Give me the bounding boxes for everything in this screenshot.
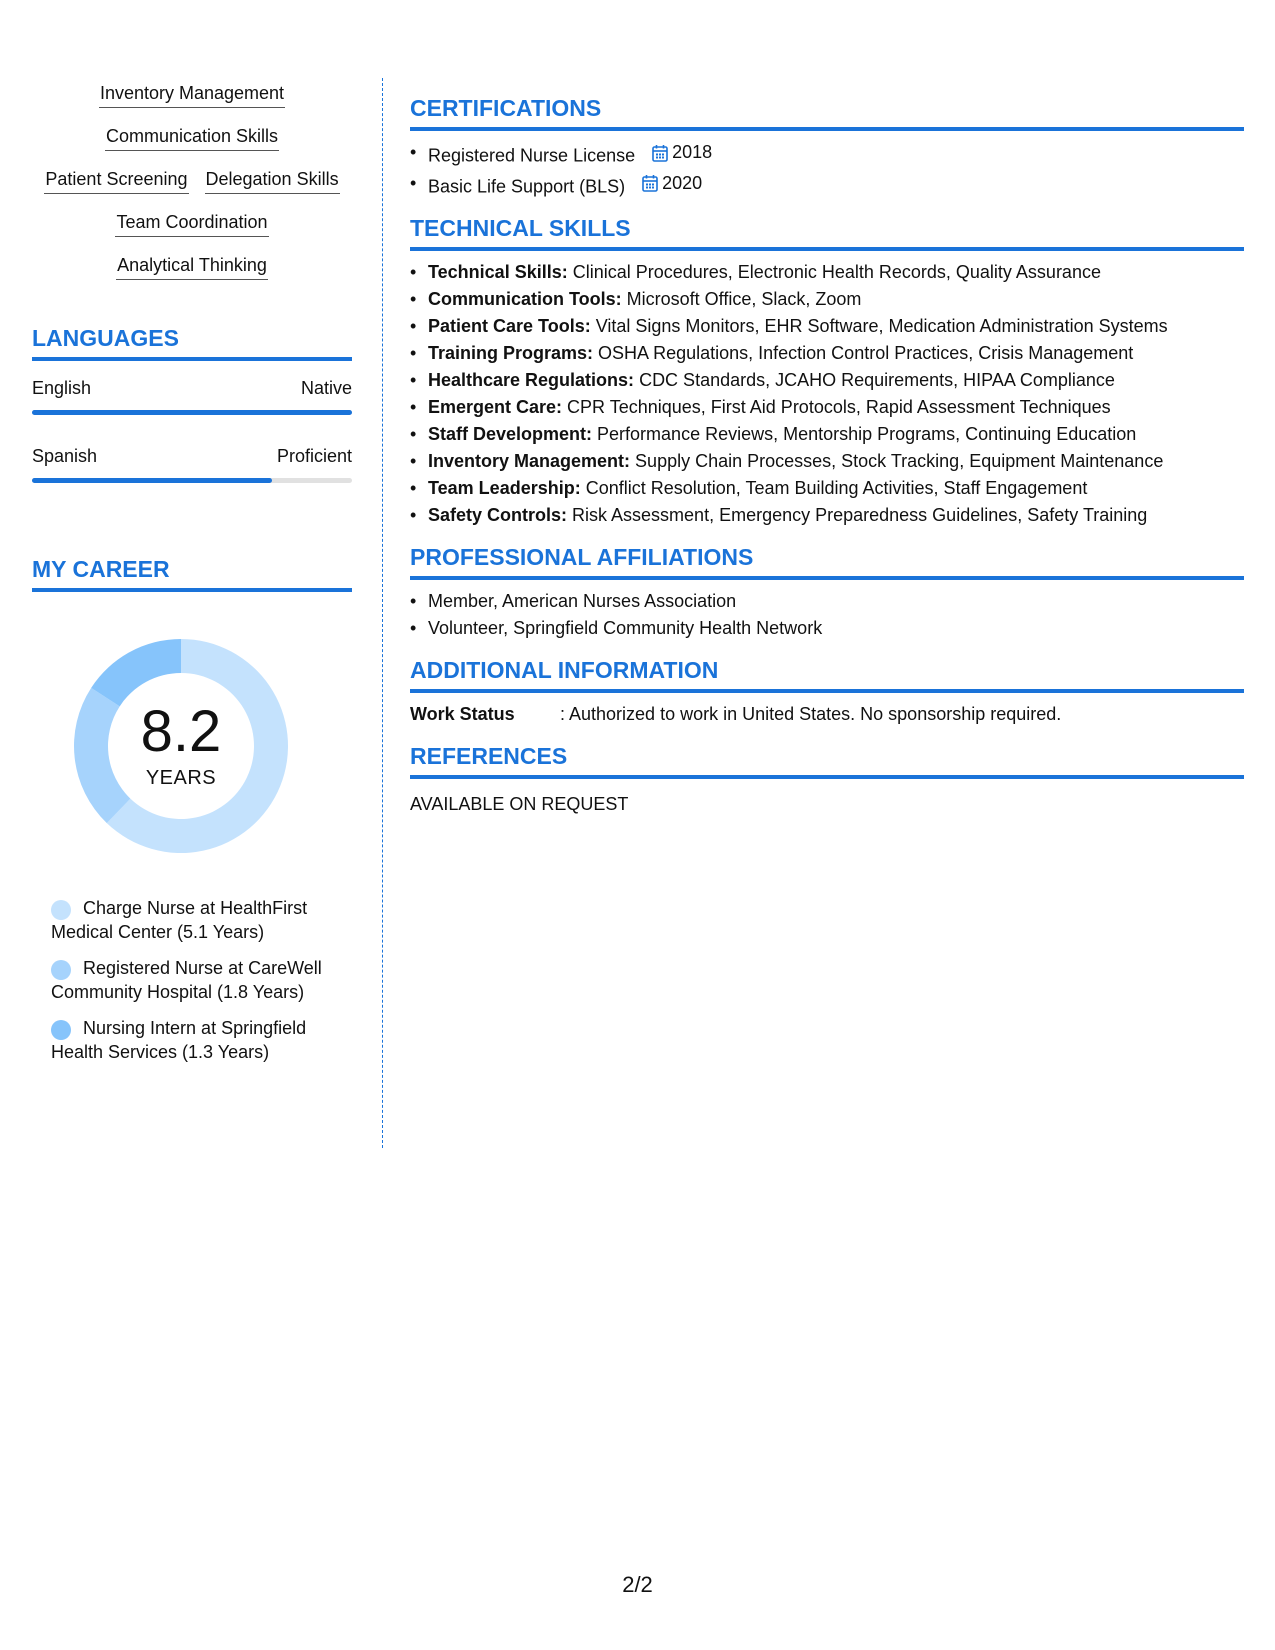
skill-category: Patient Care Tools: (428, 316, 591, 336)
skill-category: Training Programs: (428, 343, 594, 363)
technical-skill-item (410, 259, 1244, 286)
skills-tags (32, 80, 352, 280)
career-donut-chart (67, 632, 295, 860)
certification-year: 2020 (662, 172, 703, 193)
certification-item (410, 170, 1244, 201)
skills-row (32, 166, 352, 194)
legend-item (51, 896, 331, 944)
technical-skill-item (410, 286, 1244, 313)
language-level: Proficient (276, 446, 352, 466)
language-item (32, 443, 352, 483)
technical-skills-section (410, 214, 1244, 529)
language-level: Native (300, 378, 352, 398)
certifications-list (410, 139, 1244, 200)
technical-skill-item (410, 448, 1244, 475)
skill-tag: Communication Skills (105, 123, 279, 151)
donut-center (67, 632, 295, 860)
certification-item (410, 139, 1244, 170)
technical-skill-item (410, 502, 1244, 529)
affiliations-title: PROFESSIONAL AFFILIATIONS (410, 543, 1244, 580)
skill-values: CDC Standards, JCAHO Requirements, HIPAA Compliance (634, 370, 1115, 390)
technical-skill-item (410, 394, 1244, 421)
legend-label: Nursing Intern at Springfield Health Services (1.3 Years) (51, 1018, 307, 1062)
skill-values: Performance Reviews, Mentorship Programs, Continuing Education (592, 424, 1137, 444)
certifications-section (410, 94, 1244, 200)
additional-info-title: ADDITIONAL INFORMATION (410, 656, 1244, 693)
legend-item (51, 1016, 331, 1064)
legend-item (51, 956, 331, 1004)
skill-tag: Team Coordination (115, 209, 268, 237)
legend-dot (51, 900, 71, 920)
career-total-unit: YEARS (145, 767, 217, 789)
references-section (410, 742, 1244, 818)
certification-name: Basic Life Support (BLS) (428, 176, 626, 196)
skill-values: Supply Chain Processes, Stock Tracking, Equipment Maintenance (630, 451, 1164, 471)
skill-tag: Delegation Skills (205, 166, 340, 194)
skill-category: Staff Development: (428, 424, 593, 444)
skill-category: Technical Skills: (428, 262, 568, 282)
skill-values: Risk Assessment, Emergency Preparedness Guidelines, Safety Training (567, 505, 1148, 525)
skills-row (32, 252, 352, 280)
career-total-years: 8.2 (140, 699, 222, 764)
certification-date (642, 170, 702, 197)
language-bar-fill (32, 478, 272, 483)
skill-values: Microsoft Office, Slack, Zoom (621, 289, 862, 309)
additional-info-section (410, 656, 1244, 728)
technical-skill-item (410, 475, 1244, 502)
technical-skills-list (410, 259, 1244, 529)
technical-skill-item (410, 421, 1244, 448)
references-text: AVAILABLE ON REQUEST (410, 794, 629, 814)
skill-values: Conflict Resolution, Team Building Activities, Staff Engagement (580, 478, 1088, 498)
language-bar (32, 410, 352, 415)
skills-row (32, 123, 352, 151)
legend-dot (51, 1020, 71, 1040)
legend-dot (51, 960, 71, 980)
affiliation-item: • Member, American Nurses Association (410, 588, 1244, 615)
languages-title: LANGUAGES (32, 324, 352, 361)
skills-row (32, 209, 352, 237)
career-legend (51, 896, 331, 1064)
language-item (32, 375, 352, 415)
skill-values: CPR Techniques, First Aid Protocols, Rapid Assessment Techniques (562, 397, 1111, 417)
affiliations-section (410, 543, 1244, 642)
legend-label: Charge Nurse at HealthFirst Medical Center (5.1 Years) (51, 898, 308, 942)
technical-skill-item (410, 367, 1244, 394)
skills-row (32, 80, 352, 108)
left-column (32, 80, 352, 1076)
language-bar (32, 478, 352, 483)
skill-category: Safety Controls: (428, 505, 568, 525)
skill-tag: Inventory Management (99, 80, 285, 108)
skill-values: OSHA Regulations, Infection Control Practices, Crisis Management (593, 343, 1134, 363)
skill-category: Inventory Management: (428, 451, 631, 471)
work-status-label: Work Status (410, 704, 515, 724)
skill-tag: Patient Screening (44, 166, 188, 194)
skill-values: Vital Signs Monitors, EHR Software, Medication Administration Systems (590, 316, 1168, 336)
work-status-row (410, 701, 1244, 728)
calendar-icon (642, 174, 658, 192)
work-status-value: : Authorized to work in United States. No sponsorship required. (560, 704, 1062, 724)
legend-label: Registered Nurse at CareWell Community Hospital (1.8 Years) (51, 958, 322, 1002)
calendar-icon (652, 144, 668, 162)
skill-tag: Analytical Thinking (116, 252, 268, 280)
skill-category: Communication Tools: (428, 289, 622, 309)
right-column (410, 94, 1244, 818)
certification-name: Registered Nurse License (428, 145, 636, 166)
skill-category: Healthcare Regulations: (428, 370, 635, 390)
skill-category: Emergent Care: (428, 397, 563, 417)
affiliation-item: • Volunteer, Springfield Community Health Network (410, 615, 1244, 642)
skill-values: Clinical Procedures, Electronic Health Records, Quality Assurance (567, 262, 1101, 282)
language-name: Spanish (32, 446, 98, 466)
affiliations-list (410, 588, 1244, 642)
certification-year: 2018 (672, 142, 713, 162)
skill-category: Team Leadership: (428, 478, 581, 498)
page-number: 2/2 (622, 1572, 653, 1597)
column-divider (382, 78, 383, 1148)
references-title: REFERENCES (410, 742, 1244, 779)
language-bar-fill (32, 410, 352, 415)
language-name: English (32, 378, 92, 398)
technical-skill-item (410, 313, 1244, 340)
certification-date (652, 139, 712, 166)
certifications-title: CERTIFICATIONS (410, 94, 1244, 131)
technical-skill-item (410, 340, 1244, 367)
career-title: MY CAREER (32, 555, 352, 592)
technical-skills-title: TECHNICAL SKILLS (410, 214, 1244, 251)
